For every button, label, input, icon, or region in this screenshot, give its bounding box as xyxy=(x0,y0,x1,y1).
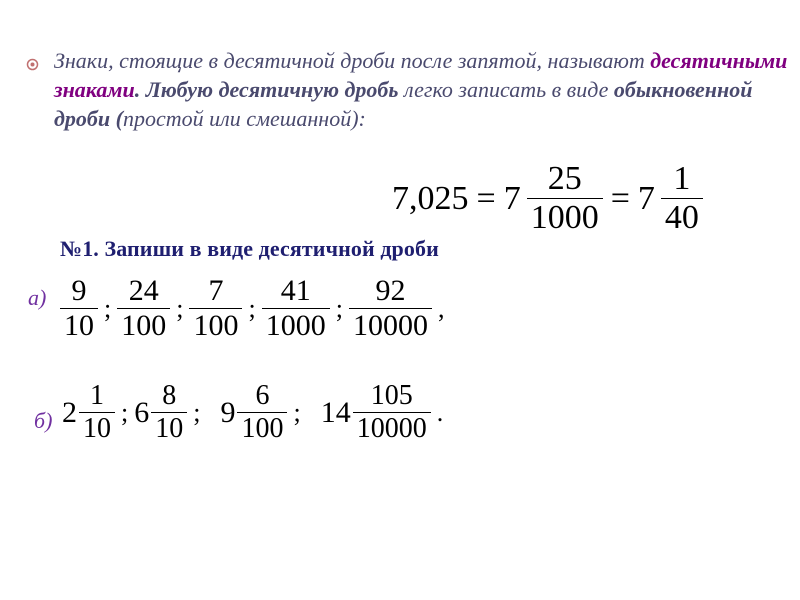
separator: ; xyxy=(193,397,201,427)
fraction-a-2 xyxy=(117,276,170,341)
formula-equals-1: = xyxy=(476,179,496,217)
fraction-numerator: 25 xyxy=(547,160,582,197)
fraction-a-3 xyxy=(189,276,242,341)
fraction-numerator: 105 xyxy=(370,380,413,411)
formula-lhs: 7,025 xyxy=(392,179,469,217)
intro-part3: легко записать в виде xyxy=(398,77,614,102)
separator: , xyxy=(437,293,445,323)
intro-block xyxy=(26,46,796,133)
fraction-denominator: 1000 xyxy=(265,309,326,342)
fraction-denominator: 10 xyxy=(83,413,111,444)
separator: ; xyxy=(176,293,184,323)
intro-part2: . Любую десятичную дробь xyxy=(134,77,399,102)
fraction-b-3 xyxy=(237,382,287,443)
fraction-denominator: 100 xyxy=(241,413,284,444)
formula-whole-1: 7 xyxy=(503,179,521,217)
task-title: №1. Запиши в виде десятичной дроби xyxy=(60,236,439,261)
fraction-denominator: 10 xyxy=(64,309,94,342)
formula-fraction-2 xyxy=(661,162,703,235)
fraction-denominator: 100 xyxy=(193,309,239,342)
mixed-whole: 9 xyxy=(220,395,236,429)
fraction-denominator: 10 xyxy=(155,413,184,444)
fraction-denominator: 10000 xyxy=(356,413,427,444)
intro-paragraph xyxy=(26,46,796,133)
term-common-fraction: обыкновенной дроби ( xyxy=(54,77,753,131)
fraction-numerator: 7 xyxy=(208,274,224,307)
part-b-label: б) xyxy=(34,408,53,433)
fraction-denominator: 100 xyxy=(121,309,167,342)
fraction-denominator: 1000 xyxy=(530,199,599,236)
fraction-a-5 xyxy=(349,276,432,341)
fraction-a-4 xyxy=(262,276,330,341)
fraction-a-1 xyxy=(60,276,98,341)
mixed-whole: 6 xyxy=(134,395,150,429)
fraction-denominator: 40 xyxy=(664,199,699,236)
conversion-formula xyxy=(392,162,703,235)
mixed-whole: 14 xyxy=(320,395,351,429)
separator: ; xyxy=(293,397,301,427)
fraction-numerator: 41 xyxy=(280,274,311,307)
fraction-numerator: 9 xyxy=(71,274,87,307)
fraction-numerator: 1 xyxy=(673,160,691,197)
formula-equals-2: = xyxy=(610,179,630,217)
separator: ; xyxy=(104,293,112,323)
part-a-label: а) xyxy=(28,285,47,310)
fraction-numerator: 8 xyxy=(162,380,177,411)
term-decimal-digits: десятичными знаками xyxy=(54,48,788,102)
fraction-numerator: 24 xyxy=(128,274,159,307)
fraction-numerator: 92 xyxy=(375,274,406,307)
part-a-fractions xyxy=(60,276,450,341)
fraction-numerator: 1 xyxy=(90,380,104,411)
fraction-denominator: 10000 xyxy=(352,309,428,342)
separator: ; xyxy=(335,293,343,323)
part-b-fractions xyxy=(62,382,449,443)
fraction-numerator: 6 xyxy=(255,380,270,411)
mixed-whole: 2 xyxy=(62,395,77,429)
separator: . xyxy=(436,397,444,427)
fraction-b-1 xyxy=(79,382,115,443)
fraction-b-4 xyxy=(353,382,431,443)
formula-fraction-1 xyxy=(527,162,603,235)
circle-bullet-icon xyxy=(26,58,39,71)
formula-whole-2: 7 xyxy=(637,179,655,217)
intro-part1: Знаки, стоящие в десятичной дроби после запятой, называют xyxy=(54,48,651,73)
fraction-b-2 xyxy=(151,382,187,443)
separator: ; xyxy=(248,293,256,323)
intro-part4: простой или смешанной): xyxy=(122,106,366,131)
separator: ; xyxy=(121,397,129,427)
